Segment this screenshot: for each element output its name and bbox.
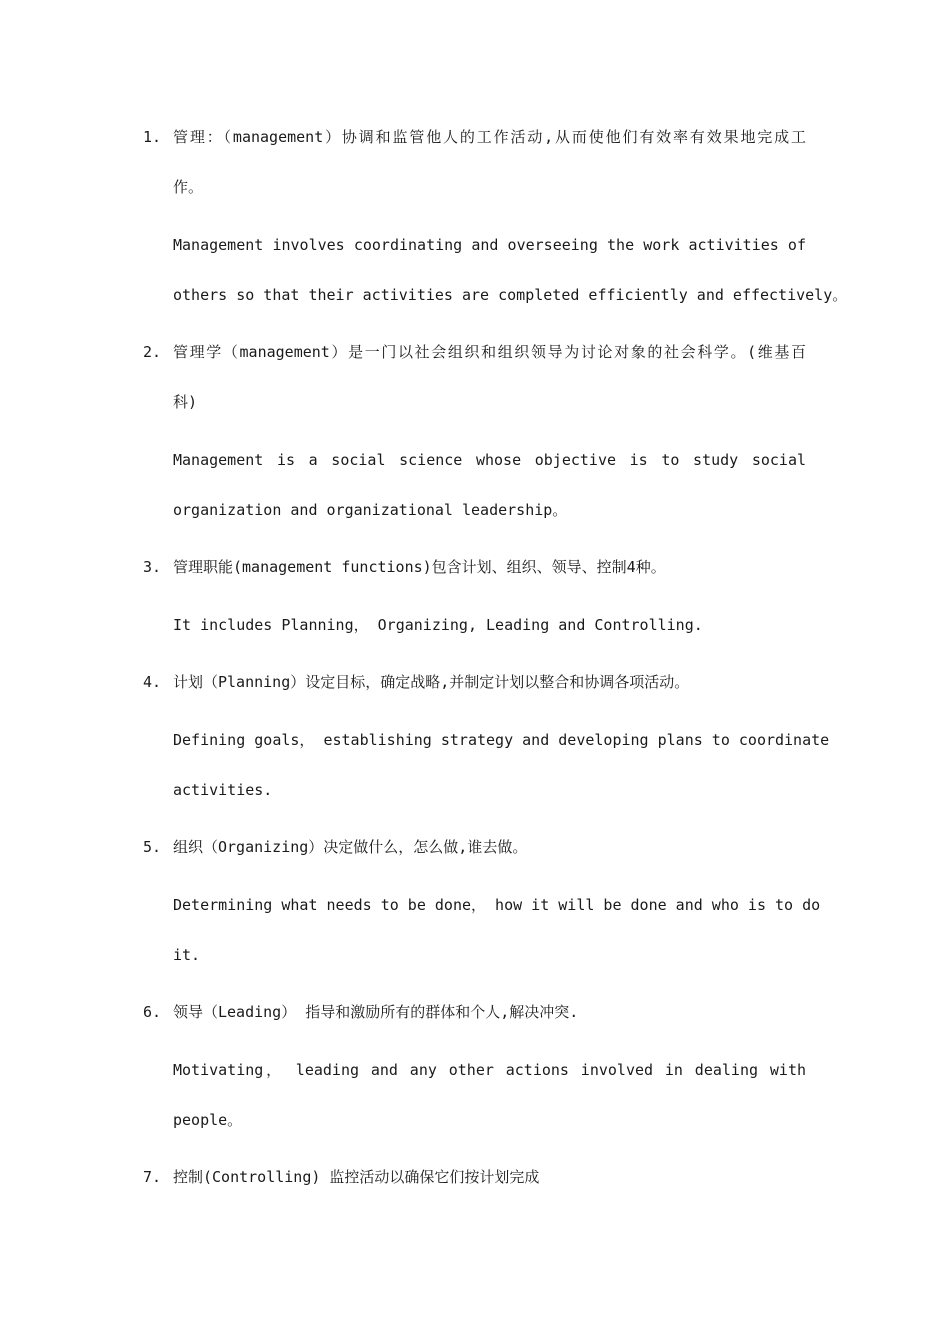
en-definition-line: Determining what needs to be done， how it will be done and who is to do	[173, 896, 821, 914]
en-definition-line: Management is a social science whose objective is to study social	[173, 451, 806, 469]
en-definition-line: it.	[173, 946, 201, 964]
item-number: 7.	[143, 1168, 162, 1186]
zh-definition-line: 控制(Controlling) 监控活动以确保它们按计划完成	[173, 1168, 540, 1186]
zh-definition-line: 作。	[173, 178, 204, 196]
en-definition-line: people。	[173, 1111, 243, 1129]
zh-definition-line: 领导（Leading） 指导和激励所有的群体和个人,解决冲突.	[173, 1003, 579, 1021]
zh-definition-line: 计划（Planning）设定目标，确定战略,并制定计划以整合和协调各项活动。	[173, 673, 690, 691]
en-definition-line: Management involves coordinating and overseeing the work activities of	[173, 236, 806, 254]
zh-definition-line: 科)	[173, 393, 198, 411]
zh-definition-line: 管理职能(management functions)包含计划、组织、领导、控制4种。	[173, 558, 666, 576]
en-definition-line: others so that their activities are completed efficiently and effectively。	[173, 286, 848, 304]
item-number: 1.	[143, 128, 162, 146]
zh-definition-line: 管理：（management）协调和监管他人的工作活动,从而使他们有效率有效果地完成工	[173, 128, 806, 146]
en-definition-line: activities.	[173, 781, 273, 799]
item-number: 3.	[143, 558, 162, 576]
item-number: 4.	[143, 673, 162, 691]
item-number: 2.	[143, 343, 162, 361]
item-number: 6.	[143, 1003, 162, 1021]
en-definition-line: It includes Planning， Organizing, Leading and Controlling.	[173, 616, 703, 634]
zh-definition-line: 组织（Organizing）决定做什么，怎么做,谁去做。	[173, 838, 528, 856]
en-definition-line: Motivating， leading and any other actions involved in dealing with	[173, 1061, 806, 1079]
en-definition-line: Defining goals， establishing strategy and developing plans to coordinate	[173, 731, 830, 749]
item-number: 5.	[143, 838, 162, 856]
en-definition-line: organization and organizational leadership。	[173, 501, 568, 519]
zh-definition-line: 管理学（management）是一门以社会组织和组织领导为讨论对象的社会科学。(维基百	[173, 343, 806, 361]
